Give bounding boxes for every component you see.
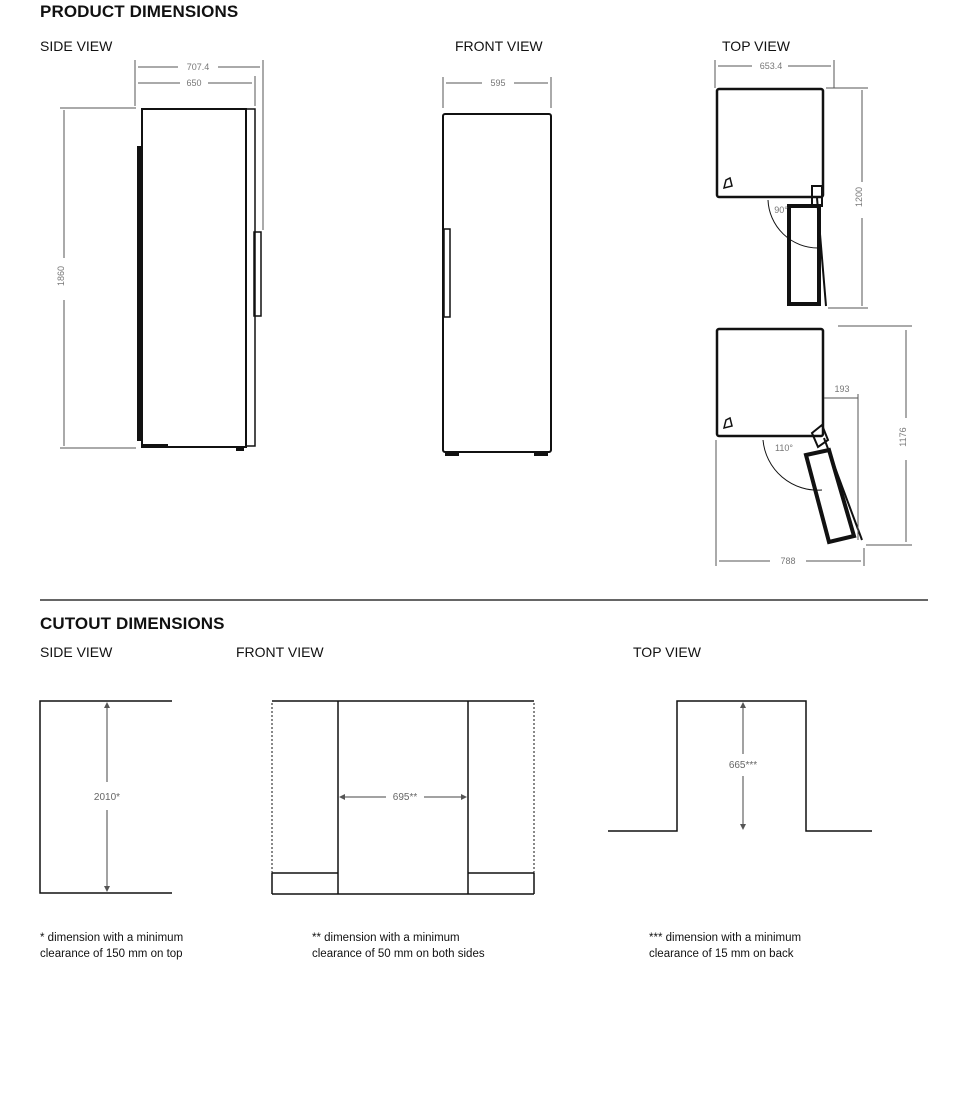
top-offset-110-dim: 193	[834, 384, 850, 394]
side-depth-handle-dim: 707.4	[186, 62, 210, 72]
cutout-side-height-dim: 2010*	[93, 792, 121, 803]
product-front-view-label: FRONT VIEW	[455, 38, 543, 54]
product-side-view	[60, 60, 263, 451]
product-top-view-90	[715, 60, 868, 308]
top-length-90-dim: 1200	[854, 186, 864, 208]
cutout-top-view-label: TOP VIEW	[633, 644, 701, 660]
top-depth-dim: 653.4	[759, 61, 783, 71]
cutout-note-2: ** dimension with a minimum clearance of 50 mm on both sides	[312, 932, 485, 960]
product-top-view-110	[716, 326, 912, 566]
cutout-note-1: * dimension with a minimum clearance of 150 mm on top	[40, 932, 184, 960]
cutout-note-3: *** dimension with a minimum clearance of 15 mm on back	[649, 932, 802, 960]
product-top-view-label: TOP VIEW	[722, 38, 790, 54]
cutout-top-depth-dim: 665***	[728, 760, 758, 771]
cutout-side-view-label: SIDE VIEW	[40, 644, 113, 660]
top-angle-110: 110°	[775, 443, 793, 453]
top-angle-90: 90°	[774, 205, 788, 215]
product-side-view-label: SIDE VIEW	[40, 38, 113, 54]
cutout-front-width-dim: 695**	[392, 792, 418, 803]
side-depth-dim: 650	[186, 78, 202, 88]
cutout-dimensions-title: CUTOUT DIMENSIONS	[40, 614, 225, 633]
side-height-dim: 1860	[56, 265, 66, 287]
cutout-front-view-label: FRONT VIEW	[236, 644, 324, 660]
top-length-110-dim: 1176	[898, 427, 908, 447]
top-width-110-dim: 788	[780, 556, 796, 566]
product-dimensions-title: PRODUCT DIMENSIONS	[40, 2, 239, 21]
product-front-view	[443, 77, 551, 456]
front-width-dim: 595	[490, 78, 506, 88]
